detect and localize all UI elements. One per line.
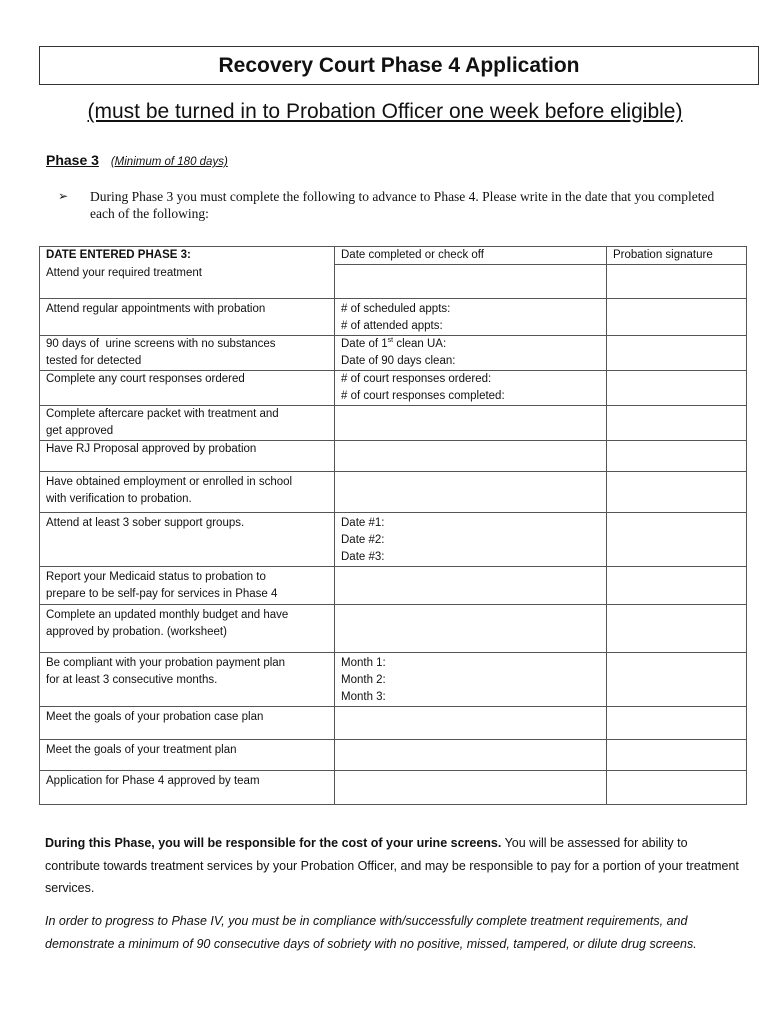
probation-signature-header: Probation signature (607, 247, 747, 265)
signature-cell[interactable] (607, 653, 747, 707)
table-row (40, 472, 747, 513)
signature-cell[interactable] (607, 567, 747, 605)
detail-cell[interactable]: # of court responses ordered: # of court responses completed: (335, 371, 607, 406)
detail-cell[interactable] (335, 707, 607, 740)
signature-cell[interactable] (607, 605, 747, 653)
signature-cell[interactable] (607, 513, 747, 567)
detail-cell[interactable] (335, 771, 607, 805)
detail-cell[interactable] (335, 472, 607, 513)
table-row (40, 371, 747, 406)
task-cell: Meet the goals of your treatment plan (40, 740, 335, 771)
phase-name: Phase 3 (46, 152, 99, 168)
detail-cell[interactable]: Date of 1st clean UA: Date of 90 days clean: (335, 336, 607, 371)
table-row (40, 771, 747, 805)
table-row (40, 740, 747, 771)
task-cell: Be compliant with your probation payment plan for at least 3 consecutive months. (40, 653, 335, 707)
task-cell: Have obtained employment or enrolled in school with verification to probation. (40, 472, 335, 513)
requirements-table (39, 246, 747, 805)
detail-cell[interactable]: Month 1: Month 2: Month 3: (335, 653, 607, 707)
detail-cell[interactable] (335, 265, 607, 299)
table-row (40, 567, 747, 605)
task-cell: Complete aftercare packet with treatment and get approved (40, 406, 335, 441)
signature-cell[interactable] (607, 707, 747, 740)
date-entered-header: DATE ENTERED PHASE 3: (40, 247, 335, 265)
task-cell: Complete an updated monthly budget and have approved by probation. (worksheet) (40, 605, 335, 653)
task-cell: Complete any court responses ordered (40, 371, 335, 406)
table-row (40, 336, 747, 371)
instructions (58, 188, 738, 222)
responsibility-text: You will be assessed for ability to contribute towards treatment services by your Probation Officer, and may be responsible to pay for a portion of your treatment services. (45, 836, 739, 895)
signature-cell[interactable] (607, 336, 747, 371)
table-row (40, 653, 747, 707)
table-header-row (40, 247, 747, 265)
task-cell: Have RJ Proposal approved by probation (40, 441, 335, 472)
instructions-text: During Phase 3 you must complete the following to advance to Phase 4. Please write in the date that you completed each of the following: (90, 189, 715, 221)
signature-cell[interactable] (607, 265, 747, 299)
responsibility-bold: During this Phase, you will be responsible for the cost of your urine screens. (45, 836, 502, 850)
detail-cell[interactable] (335, 567, 607, 605)
signature-cell[interactable] (607, 406, 747, 441)
page-subtitle: (must be turned in to Probation Officer one week before eligible) (87, 100, 683, 123)
signature-cell[interactable] (607, 472, 747, 513)
detail-cell[interactable] (335, 605, 607, 653)
task-cell: 90 days of urine screens with no substances tested for detected (40, 336, 335, 371)
table-row (40, 513, 747, 567)
page-title: Recovery Court Phase 4 Application (218, 53, 580, 77)
signature-cell[interactable] (607, 740, 747, 771)
task-cell: Attend your required treatment (40, 265, 335, 299)
table-row (40, 265, 747, 299)
signature-cell[interactable] (607, 771, 747, 805)
detail-cell[interactable] (335, 740, 607, 771)
phase-heading (46, 152, 228, 168)
table-row (40, 605, 747, 653)
table-row (40, 707, 747, 740)
title-box (39, 46, 759, 85)
task-cell: Application for Phase 4 approved by team (40, 771, 335, 805)
detail-cell[interactable] (335, 406, 607, 441)
table-row (40, 299, 747, 336)
task-cell: Attend regular appointments with probation (40, 299, 335, 336)
signature-cell[interactable] (607, 371, 747, 406)
date-completed-header: Date completed or check off (335, 247, 607, 265)
task-cell: Attend at least 3 sober support groups. (40, 513, 335, 567)
signature-cell[interactable] (607, 441, 747, 472)
task-cell: Meet the goals of your probation case plan (40, 707, 335, 740)
table-row (40, 406, 747, 441)
progression-paragraph: In order to progress to Phase IV, you must be in compliance with/successfully complete treatment requirements, and demonstrate a minimum of 90 consecutive days of sobriety with no positive, missed, tampered, or dilute drug screens. (45, 914, 697, 951)
detail-cell[interactable] (335, 441, 607, 472)
task-cell: Report your Medicaid status to probation to prepare to be self-pay for services in Phase 4 (40, 567, 335, 605)
phase-minimum: (Minimum of 180 days) (110, 156, 228, 168)
arrow-bullet-icon: ➢ (58, 189, 69, 203)
responsibility-paragraph (45, 832, 745, 900)
table-row (40, 441, 747, 472)
detail-cell[interactable]: # of scheduled appts: # of attended appts: (335, 299, 607, 336)
detail-cell[interactable]: Date #1: Date #2: Date #3: (335, 513, 607, 567)
signature-cell[interactable] (607, 299, 747, 336)
